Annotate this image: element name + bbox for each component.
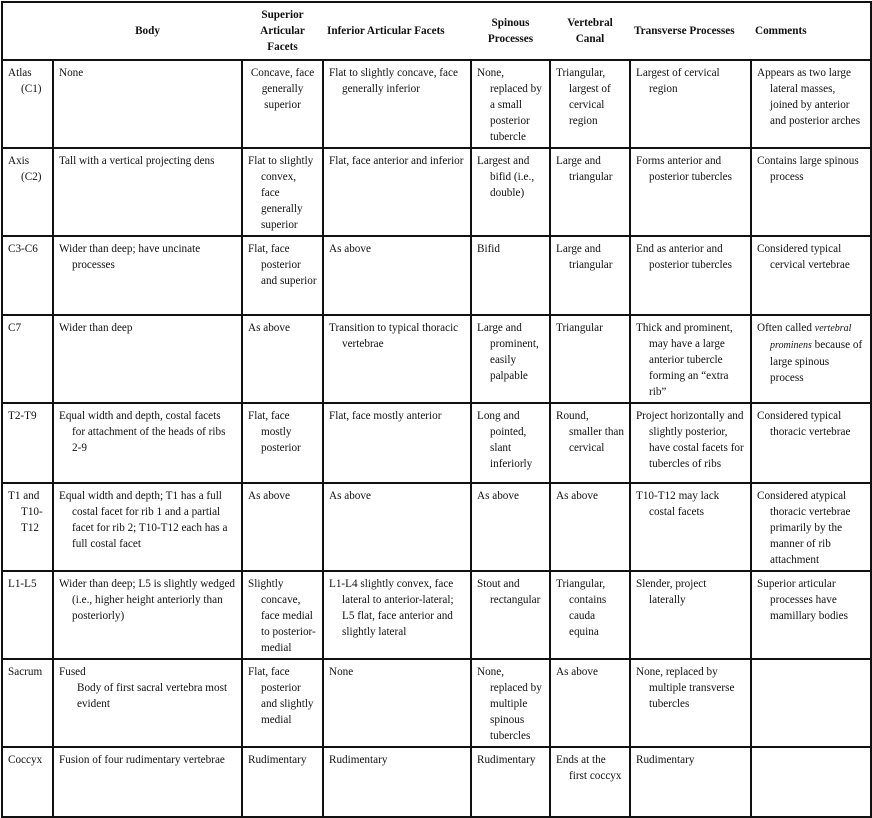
transverse-cell: Forms anterior and posterior tubercles: [630, 148, 751, 236]
table-row: [2, 659, 871, 747]
spinous-cell: Long and pointed, slant inferiorly: [471, 403, 550, 483]
inferior-facets-cell: Rudimentary: [323, 747, 471, 817]
superior-facets-cell: Flat, face posterior and slightly medial: [242, 659, 323, 747]
canal-cell: As above: [550, 659, 630, 747]
transverse-cell: Largest of cervical region: [630, 60, 751, 148]
comments-cell: [751, 747, 871, 817]
vertebrae-comparison-table: [1, 1, 872, 818]
superior-facets-cell: As above: [242, 483, 323, 571]
body-cell: Wider than deep; L5 is slightly wedged (i.e., higher height anteriorly than posteriorly): [53, 571, 242, 659]
header-region: [2, 2, 53, 60]
comments-cell: [751, 659, 871, 747]
inferior-facets-cell: As above: [323, 483, 471, 571]
spinous-cell: Rudimentary: [471, 747, 550, 817]
region-cell: Atlas (C1): [2, 60, 53, 148]
comments-cell: [751, 315, 871, 403]
spinous-cell: Largest and bifid (i.e., double): [471, 148, 550, 236]
header-superior-articular-facets: Superior Articular Facets: [242, 2, 323, 60]
inferior-facets-cell: Transition to typical thoracic vertebrae: [323, 315, 471, 403]
superior-facets-cell: Concave, face generally superior: [242, 60, 323, 148]
canal-cell: Large and triangular: [550, 236, 630, 315]
comments-cell: Considered atypical thoracic vertebrae primarily by the manner of rib attachment: [751, 483, 871, 571]
inferior-facets-cell: None: [323, 659, 471, 747]
inferior-facets-cell: As above: [323, 236, 471, 315]
table-row: [2, 236, 871, 315]
superior-facets-cell: Slightly concave, face medial to posterior-medial: [242, 571, 323, 659]
inferior-facets-cell: Flat, face mostly anterior: [323, 403, 471, 483]
comments-cell: Appears as two large lateral masses, joined by anterior and posterior arches: [751, 60, 871, 148]
body-cell: Wider than deep; have uncinate processes: [53, 236, 242, 315]
comments-cell: Considered typical cervical vertebrae: [751, 236, 871, 315]
canal-cell: Triangular, largest of cervical region: [550, 60, 630, 148]
table-row: [2, 483, 871, 571]
table-row: [2, 60, 871, 148]
header-spinous-processes: Spinous Processes: [471, 2, 550, 60]
header-row: [2, 2, 871, 60]
table-row: [2, 571, 871, 659]
canal-cell: As above: [550, 483, 630, 571]
superior-facets-cell: Flat, face posterior and superior: [242, 236, 323, 315]
canal-cell: Triangular: [550, 315, 630, 403]
canal-cell: Large and triangular: [550, 148, 630, 236]
spinous-cell: Bifid: [471, 236, 550, 315]
spinous-cell: Large and prominent, easily palpable: [471, 315, 550, 403]
region-cell: Sacrum: [2, 659, 53, 747]
header-inferior-articular-facets: Inferior Articular Facets: [323, 2, 471, 60]
comments-italic-term: vertebral prominens: [770, 323, 852, 351]
table-row: [2, 148, 871, 236]
body-cell: Wider than deep: [53, 315, 242, 403]
superior-facets-cell: Flat to slightly convex, face generally superior: [242, 148, 323, 236]
header-comments: Comments: [751, 2, 871, 60]
body-cell: [53, 659, 242, 747]
region-cell: C3-C6: [2, 236, 53, 315]
body-cell: None: [53, 60, 242, 148]
header-vertebral-canal: Vertebral Canal: [550, 2, 630, 60]
spinous-cell: None, replaced by a small posterior tubercle: [471, 60, 550, 148]
canal-cell: Ends at the first coccyx: [550, 747, 630, 817]
canal-cell: Triangular, contains cauda equina: [550, 571, 630, 659]
spinous-cell: None, replaced by multiple spinous tubercles: [471, 659, 550, 747]
region-cell: C7: [2, 315, 53, 403]
inferior-facets-cell: Flat, face anterior and inferior: [323, 148, 471, 236]
body-text: Fused: [59, 666, 86, 678]
spinous-cell: As above: [471, 483, 550, 571]
comments-text: Often called: [757, 322, 815, 334]
body-cell: Fusion of four rudimentary vertebrae: [53, 747, 242, 817]
comments-text: because of large spinous process: [770, 339, 863, 384]
table-row: [2, 747, 871, 817]
region-cell: Axis (C2): [2, 148, 53, 236]
transverse-cell: T10-T12 may lack costal facets: [630, 483, 751, 571]
transverse-cell: Project horizontally and slightly posterior, have costal facets for tubercles of ribs: [630, 403, 751, 483]
transverse-cell: Rudimentary: [630, 747, 751, 817]
superior-facets-cell: Flat, face mostly posterior: [242, 403, 323, 483]
transverse-cell: End as anterior and posterior tubercles: [630, 236, 751, 315]
region-cell: T1 and T10-T12: [2, 483, 53, 571]
body-text-sub: Body of first sacral vertebra most evident: [77, 682, 228, 710]
body-cell: Equal width and depth, costal facets for attachment of the heads of ribs 2-9: [53, 403, 242, 483]
comments-cell: Considered typical thoracic vertebrae: [751, 403, 871, 483]
comments-cell: Superior articular processes have mamillary bodies: [751, 571, 871, 659]
region-cell: L1-L5: [2, 571, 53, 659]
table-row: [2, 315, 871, 403]
region-cell: T2-T9: [2, 403, 53, 483]
body-cell: Equal width and depth; T1 has a full costal facet for rib 1 and a partial facet for rib 2; T10-T12 each has a full costal facet: [53, 483, 242, 571]
transverse-cell: None, replaced by multiple transverse tubercles: [630, 659, 751, 747]
canal-cell: Round, smaller than cervical: [550, 403, 630, 483]
comments-cell: Contains large spinous process: [751, 148, 871, 236]
superior-facets-cell: As above: [242, 315, 323, 403]
transverse-cell: Thick and prominent, may have a large anterior tubercle forming an “extra rib”: [630, 315, 751, 403]
superior-facets-cell: Rudimentary: [242, 747, 323, 817]
inferior-facets-cell: Flat to slightly concave, face generally inferior: [323, 60, 471, 148]
body-cell: Tall with a vertical projecting dens: [53, 148, 242, 236]
spinous-cell: Stout and rectangular: [471, 571, 550, 659]
region-cell: Coccyx: [2, 747, 53, 817]
header-transverse-processes: Transverse Processes: [630, 2, 751, 60]
transverse-cell: Slender, project laterally: [630, 571, 751, 659]
table-row: [2, 403, 871, 483]
header-body: Body: [53, 2, 242, 60]
inferior-facets-cell: L1-L4 slightly convex, face lateral to anterior-lateral; L5 flat, face anterior and slightly lateral: [323, 571, 471, 659]
